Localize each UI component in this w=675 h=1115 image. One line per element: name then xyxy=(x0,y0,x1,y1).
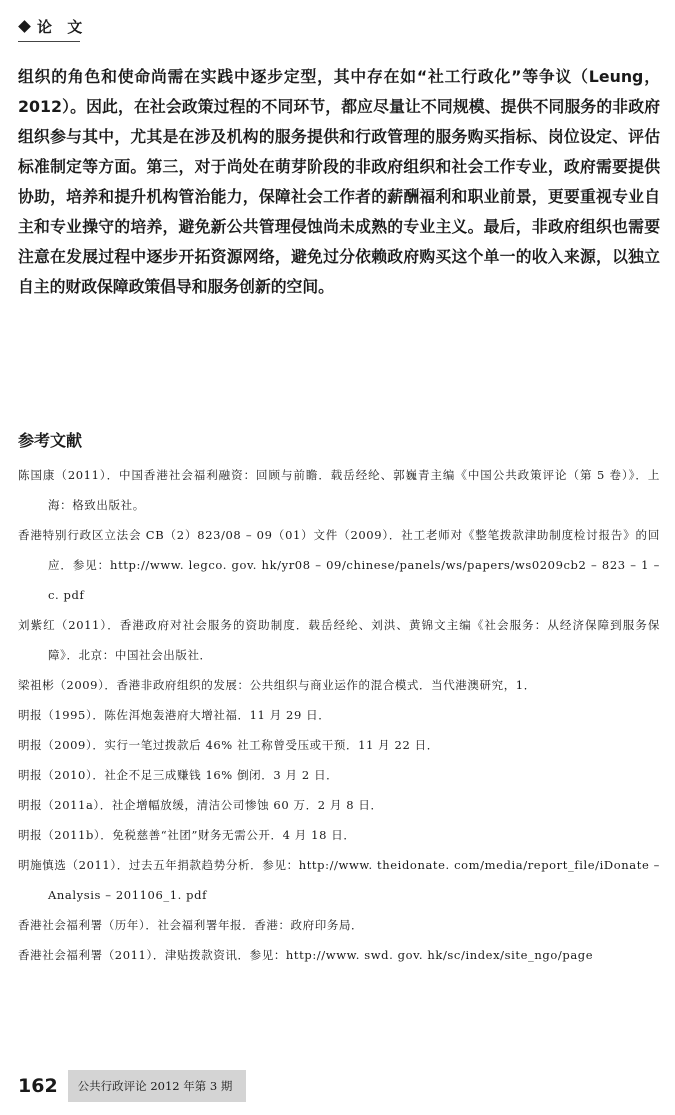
body-paragraph: 组织的角色和使命尚需在实践中逐步定型，其中存在如“社工行政化”等争议（Leung，2012）。因此，在社会政策过程的不同环节，都应尽量让不同规模、提供不同服务的非政府组织参与其中，尤其是在涉及机构的服务提供和行政管理的服务购买指标、岗位设定、评估标准制定等方面。第三，对于尚处在萌芽阶段的非政府组织和社会工作专业，政府需要提供协助，培养和提升机构管治能力，保障社会工作者的薪酬福利和职业前景，更要重视专业自主和专业操守的培养，避免新公共管理侵蚀尚未成熟的专业主义。最后，非政府组织也需要注意在发展过程中逐步开拓资源网络，避免过分依赖政府购买这个单一的收入来源，以独立自主的财政保障政策倡导和服务创新的空间。 xyxy=(18,67,660,296)
reference-item: 明报（1995）．陈佐洱炮轰港府大增社福．11 月 29 日． xyxy=(18,708,331,722)
reference-item: 刘紫红（2011）．香港政府对社会服务的资助制度．载岳经纶、刘洪、黄锦文主编《社会服务：从经济保障到服务保障》．北京：中国社会出版社． xyxy=(18,618,660,662)
reference-item: 香港社会福利署（2011）．津贴拨款资讯．参见：http://www. swd. gov. hk/sc/index/site_ngo/page xyxy=(18,948,594,962)
reference-item: 明报（2011b）．免税慈善“社团”财务无需公开．4 月 18 日． xyxy=(18,828,356,842)
diamond-icon xyxy=(18,20,31,33)
reference-item: 香港社会福利署（历年）．社会福利署年报．香港：政府印务局． xyxy=(18,918,364,932)
section-tag-rule xyxy=(18,41,80,42)
section-tag xyxy=(20,16,87,37)
reference-item: 明施慎选（2011）．过去五年捐款趋势分析．参见：http://www. theidonate. com/media/report_file/iDonate – Analysis – 201106_1. pdf xyxy=(18,858,660,902)
reference-item: 陈国康（2011）．中国香港社会福利融资：回顾与前瞻．载岳经纶、郭巍青主编《中国公共政策评论（第 5 卷）》．上海：格致出版社。 xyxy=(18,468,660,512)
page-number: 162 xyxy=(18,1075,58,1097)
reference-item: 香港特别行政区立法会 CB（2）823/08 – 09（01）文件（2009）．社工老师对《整笔拨款津助制度检讨报告》的回应．参见：http://www. legco. gov. hk/yr08 – 09/chinese/panels/ws/papers/ws0209cb2 – 823 – 1 – c. pdf xyxy=(18,528,660,602)
references-list xyxy=(18,460,660,970)
page-footer xyxy=(18,1070,246,1102)
references-heading: 参考文献 xyxy=(18,431,83,450)
reference-item: 梁祖彬（2009）．香港非政府组织的发展：公共组织与商业运作的混合模式．当代港澳研究，1． xyxy=(18,678,536,692)
reference-item: 明报（2010）．社企不足三成赚钱 16% 倒闭．3 月 2 日． xyxy=(18,768,339,782)
journal-issue: 公共行政评论 2012 年第 3 期 xyxy=(68,1070,247,1102)
section-tag-label: 论 文 xyxy=(37,18,88,36)
reference-item: 明报（2009）．实行一笔过拨款后 46% 社工称曾受压或干预．11 月 22 日． xyxy=(18,738,439,752)
reference-item: 明报（2011a）．社企增幅放缓，清洁公司惨蚀 60 万．2 月 8 日． xyxy=(18,798,383,812)
